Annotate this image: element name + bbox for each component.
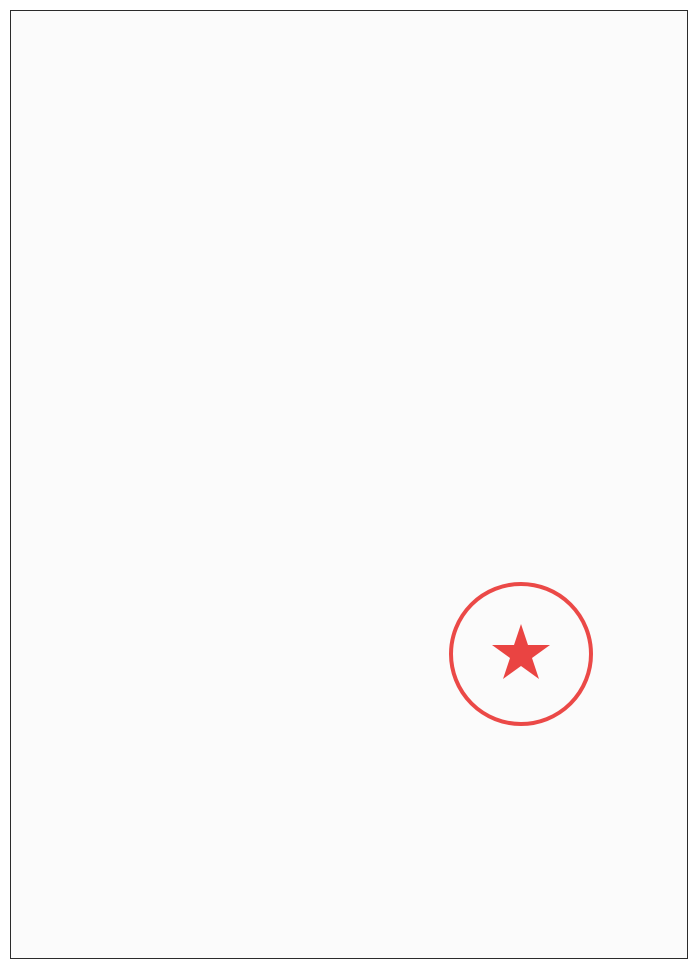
seal-star-icon [492, 624, 550, 679]
official-seal-stamp [446, 579, 596, 729]
seal-ring [451, 584, 591, 724]
document-page [10, 10, 688, 959]
